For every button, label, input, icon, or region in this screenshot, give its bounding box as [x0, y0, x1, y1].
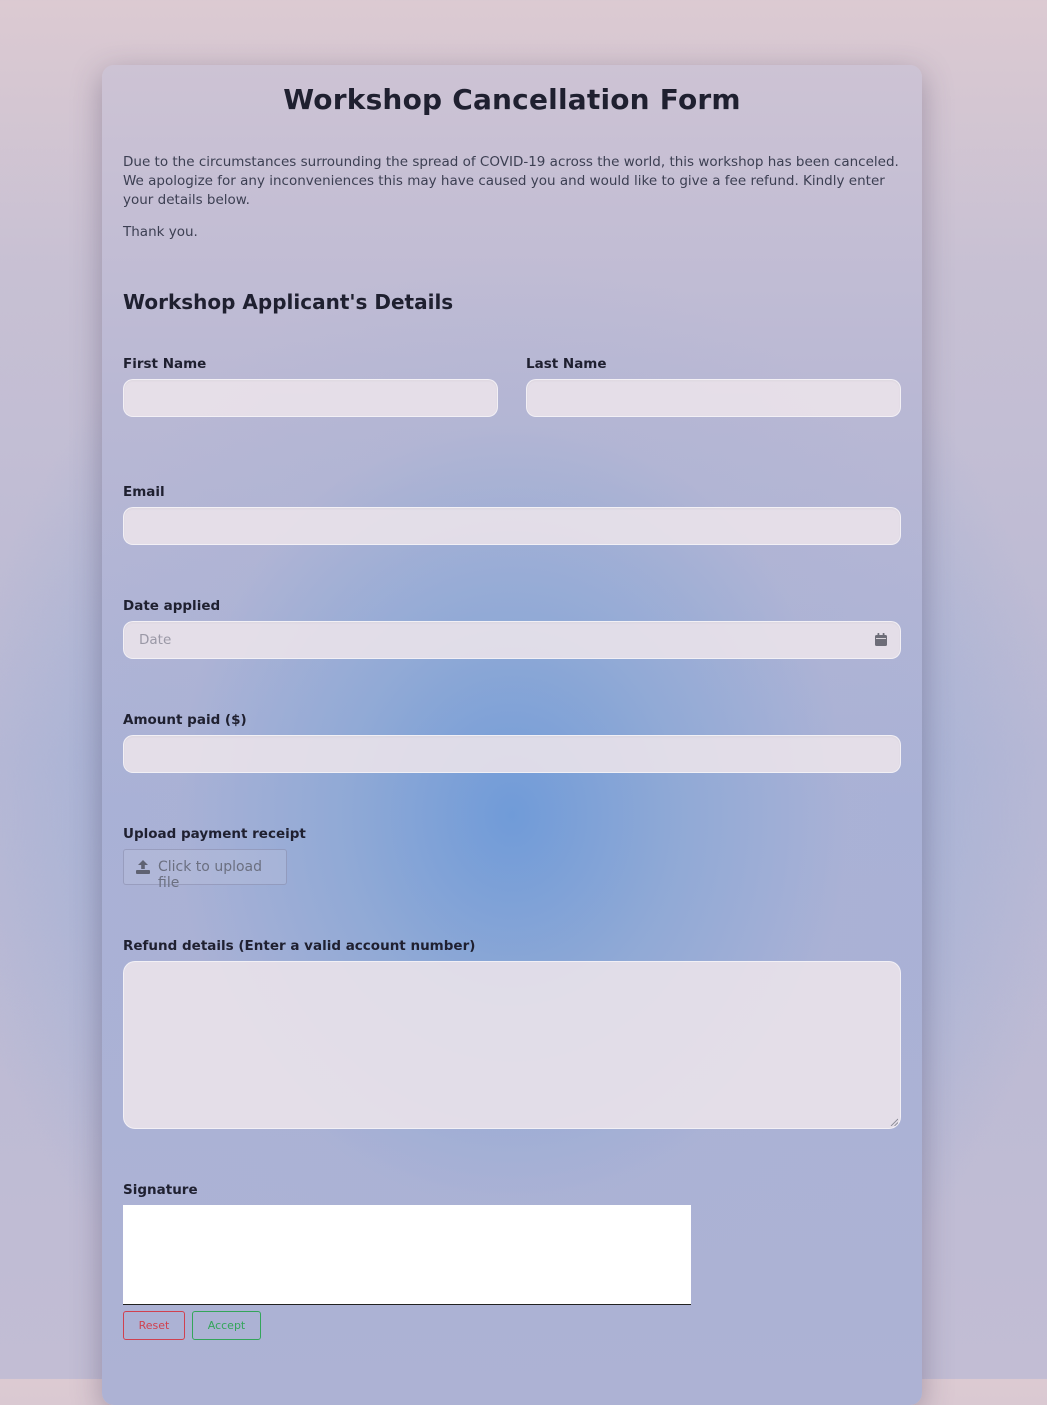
- first-name-label: First Name: [123, 356, 207, 372]
- email-label: Email: [123, 484, 165, 500]
- date-applied-input[interactable]: [123, 621, 901, 659]
- date-applied-label: Date applied: [123, 598, 221, 614]
- refund-details-textarea[interactable]: [123, 961, 901, 1129]
- date-placeholder: Date: [139, 632, 172, 648]
- email-input[interactable]: [123, 507, 901, 545]
- form-title: Workshop Cancellation Form: [283, 83, 741, 116]
- first-name-input[interactable]: [123, 379, 498, 417]
- calendar-icon[interactable]: [875, 633, 887, 646]
- refund-details-label: Refund details (Enter a valid account number): [123, 938, 476, 954]
- thanks-text: Thank you.: [123, 224, 198, 240]
- upload-icon: [136, 860, 150, 874]
- last-name-input[interactable]: [526, 379, 901, 417]
- upload-label: Upload payment receipt: [123, 826, 306, 842]
- signature-label: Signature: [123, 1182, 198, 1198]
- intro-text: Due to the circumstances surrounding the spread of COVID-19 across the world, this workshop has been canceled. We apologize for any inconveniences this may have caused you and would like to give a fee refund. Kindly enter your details below.: [123, 154, 899, 208]
- signature-reset-button[interactable]: Reset: [123, 1311, 185, 1340]
- signature-accept-button[interactable]: Accept: [192, 1311, 261, 1340]
- upload-file-button[interactable]: [123, 849, 287, 891]
- resize-grip-icon[interactable]: [890, 1118, 898, 1126]
- form-card: [102, 65, 922, 1405]
- amount-paid-input[interactable]: [123, 735, 901, 773]
- upload-button-label: Click to upload file: [158, 859, 262, 891]
- amount-paid-label: Amount paid ($): [123, 712, 247, 728]
- signature-pad[interactable]: [123, 1205, 691, 1305]
- last-name-label: Last Name: [526, 356, 607, 372]
- section-heading: Workshop Applicant's Details: [123, 290, 454, 314]
